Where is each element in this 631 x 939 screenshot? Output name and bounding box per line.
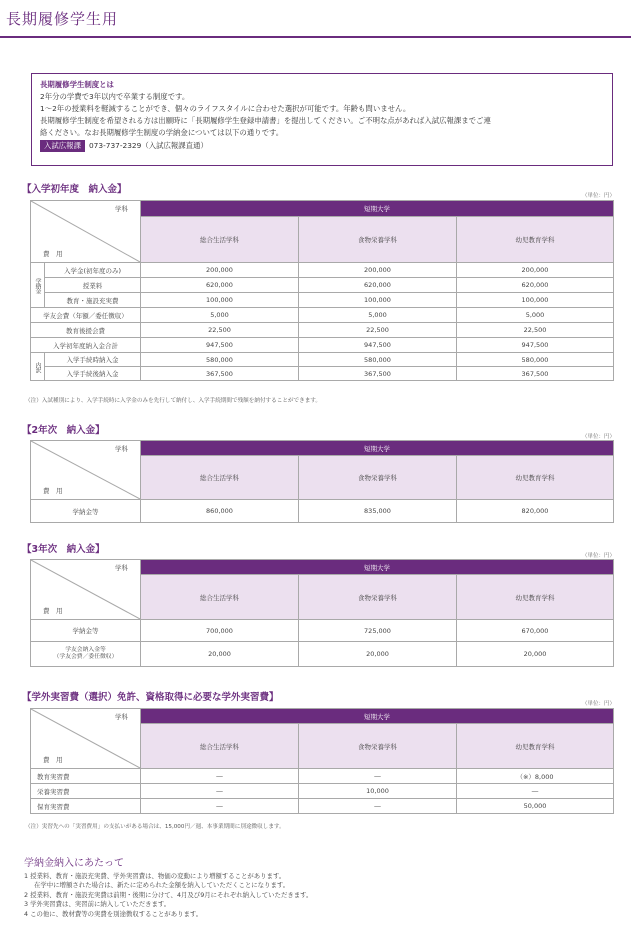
- payment-note: 1 授業料、教育・施設充実費、学外実習費は、物価の変動により増額することがあります。: [24, 872, 286, 880]
- cell: 20,000: [299, 642, 457, 667]
- cell: 22,500: [299, 323, 457, 338]
- second-year-table: [30, 440, 614, 523]
- row-label: 入学初年度納入金合計: [31, 338, 141, 353]
- cell: ―: [299, 769, 457, 784]
- dept-header: 幼児教育学科: [457, 217, 614, 263]
- row-label: 学納金等: [31, 620, 141, 642]
- payment-title: 学納金納入にあたって: [24, 858, 124, 869]
- corner-dept-label: 学科: [115, 564, 128, 572]
- cell: 947,500: [457, 338, 614, 353]
- page-title: 長期履修学生用: [6, 10, 119, 28]
- cell: 10,000: [299, 784, 457, 799]
- corner-fee-label: 費 用: [43, 250, 63, 258]
- cell: 860,000: [141, 500, 299, 523]
- cell: 580,000: [299, 353, 457, 367]
- third-year-title: 【3年次 納入金】: [22, 544, 105, 555]
- dept-header: 幼児教育学科: [457, 724, 614, 769]
- cell: 947,500: [299, 338, 457, 353]
- row-label: 入学手続後納入金: [45, 367, 141, 381]
- side-label: 学納金: [31, 263, 45, 308]
- cell: 670,000: [457, 620, 614, 642]
- practicum-title: 【学外実習費（選択）免許、資格取得に必要な学外実習費】: [22, 692, 279, 703]
- cell: 20,000: [457, 642, 614, 667]
- intro-line: 1～2年の授業料を軽減することができ、個々のライフスタイルに合わせた選択が可能です。年齢も問いません。: [40, 104, 411, 113]
- cell: 200,000: [141, 263, 299, 278]
- group-header: 短期大学: [141, 560, 614, 575]
- payment-note: 4 この他に、教材費等の実費を別途徴収することがあります。: [24, 909, 203, 918]
- dept-header: 総合生活学科: [141, 456, 299, 500]
- first-year-unit: （単位：円）: [581, 193, 615, 199]
- cell: （※）8,000: [457, 769, 614, 784]
- row-label: 学友会費（年額／委任徴収）: [31, 308, 141, 323]
- row-label: 保育実習費: [31, 799, 141, 814]
- cell: 200,000: [457, 263, 614, 278]
- cell: 50,000: [457, 799, 614, 814]
- cell: 580,000: [141, 353, 299, 367]
- dept-header: 食物栄養学科: [299, 217, 457, 263]
- cell: 5,000: [457, 308, 614, 323]
- corner-fee-label: 費 用: [43, 607, 63, 615]
- cell: 947,500: [141, 338, 299, 353]
- intro-heading: 長期履修学生制度とは: [40, 80, 114, 89]
- corner-dept-label: 学科: [115, 205, 128, 213]
- practicum-unit: （単位：円）: [581, 701, 615, 707]
- cell: ―: [141, 784, 299, 799]
- intro-line: 絡ください。なお長期履修学生制度の学納金については以下の通りです。: [40, 128, 284, 137]
- row-label: 教育実習費: [31, 769, 141, 784]
- corner-fee-label: 費 用: [43, 756, 63, 764]
- second-year-unit: （単位：円）: [581, 434, 615, 440]
- cell: 200,000: [299, 263, 457, 278]
- dept-header: 幼児教育学科: [457, 575, 614, 620]
- cell: 20,000: [141, 642, 299, 667]
- payment-note: 3 学外実習費は、実習前に納入していただきます。: [24, 900, 171, 909]
- third-year-table: [30, 559, 614, 667]
- intro-line: 2年分の学費で3年以内で卒業する制度です。: [40, 92, 190, 101]
- intro-line: 長期履修学生制度を希望される方は出願時に「長期履修学生登録申請書」を提出してください。ご不明な点があれば入試広報課までご連: [40, 116, 491, 125]
- cell: ―: [141, 769, 299, 784]
- practicum-note: （注）実習先への「実習費用」の支払いがある場合は、15,000円／週、本事業期間に別途徴収します。: [25, 824, 285, 830]
- cell: ―: [299, 799, 457, 814]
- dept-header: 幼児教育学科: [457, 456, 614, 500]
- header-corner: [31, 709, 141, 769]
- row-label: 学納金等: [31, 500, 141, 523]
- title-rule: [0, 36, 631, 38]
- dept-header: 総合生活学科: [141, 575, 299, 620]
- cell: 100,000: [141, 293, 299, 308]
- cell: ―: [457, 784, 614, 799]
- cell: 367,500: [141, 367, 299, 381]
- cell: 835,000: [299, 500, 457, 523]
- cell: 367,500: [299, 367, 457, 381]
- row-label: 入学手続時納入金: [45, 353, 141, 367]
- first-year-title: 【入学初年度 納入金】: [22, 184, 127, 195]
- header-corner: [31, 560, 141, 620]
- dept-header: 食物栄養学科: [299, 575, 457, 620]
- cell: 820,000: [457, 500, 614, 523]
- row-label: 栄養実習費: [31, 784, 141, 799]
- practicum-table: [30, 708, 614, 814]
- first-year-note: （注）入試種別により、入学手続時に入学金のみを先行して納付し、入学手続期間で残額を納付することができます。: [25, 398, 322, 404]
- cell: 700,000: [141, 620, 299, 642]
- row-label: 教育後援会費: [31, 323, 141, 338]
- contact-line: [40, 140, 604, 152]
- row-label: 学友会納入金等 （学友会費／委任徴収）: [31, 642, 141, 667]
- dept-header: 食物栄養学科: [299, 456, 457, 500]
- group-header: 短期大学: [141, 201, 614, 217]
- corner-dept-label: 学科: [115, 713, 128, 721]
- payment-note: 在学中に増額された場合は、新たに定められた金額を納入していただくことになります。: [34, 881, 290, 890]
- cell: 22,500: [457, 323, 614, 338]
- cell: 620,000: [457, 278, 614, 293]
- group-header: 短期大学: [141, 441, 614, 456]
- group-header: 短期大学: [141, 709, 614, 724]
- second-year-title: 【2年次 納入金】: [22, 425, 105, 436]
- cell: 725,000: [299, 620, 457, 642]
- cell: 367,500: [457, 367, 614, 381]
- dept-header: 総合生活学科: [141, 217, 299, 263]
- corner-fee-label: 費 用: [43, 487, 63, 495]
- header-corner: [31, 441, 141, 500]
- cell: 22,500: [141, 323, 299, 338]
- cell: 620,000: [141, 278, 299, 293]
- cell: 580,000: [457, 353, 614, 367]
- cell: 100,000: [457, 293, 614, 308]
- cell: 100,000: [299, 293, 457, 308]
- intro-box: [31, 73, 613, 166]
- cell: ―: [141, 799, 299, 814]
- payment-notes: [24, 872, 614, 919]
- row-label: 入学金(初年度のみ): [45, 263, 141, 278]
- cell: 5,000: [141, 308, 299, 323]
- header-corner: [31, 201, 141, 263]
- payment-note: 2 授業料、教育・施設充実費は前期・後期に分けて、4月及び9月にそれぞれ納入していただきます。: [24, 890, 313, 899]
- dept-header: 食物栄養学科: [299, 724, 457, 769]
- third-year-unit: （単位：円）: [581, 553, 615, 559]
- cell: 620,000: [299, 278, 457, 293]
- side-label: 内訳: [31, 353, 45, 381]
- contact-badge: 入試広報課: [40, 140, 85, 152]
- corner-dept-label: 学科: [115, 445, 128, 453]
- row-label: 授業料: [45, 278, 141, 293]
- cell: 5,000: [299, 308, 457, 323]
- row-label: 教育・施設充実費: [45, 293, 141, 308]
- first-year-table: [30, 200, 614, 381]
- contact-phone[interactable]: 073-737-2329（入試広報課直通）: [88, 141, 208, 150]
- dept-header: 総合生活学科: [141, 724, 299, 769]
